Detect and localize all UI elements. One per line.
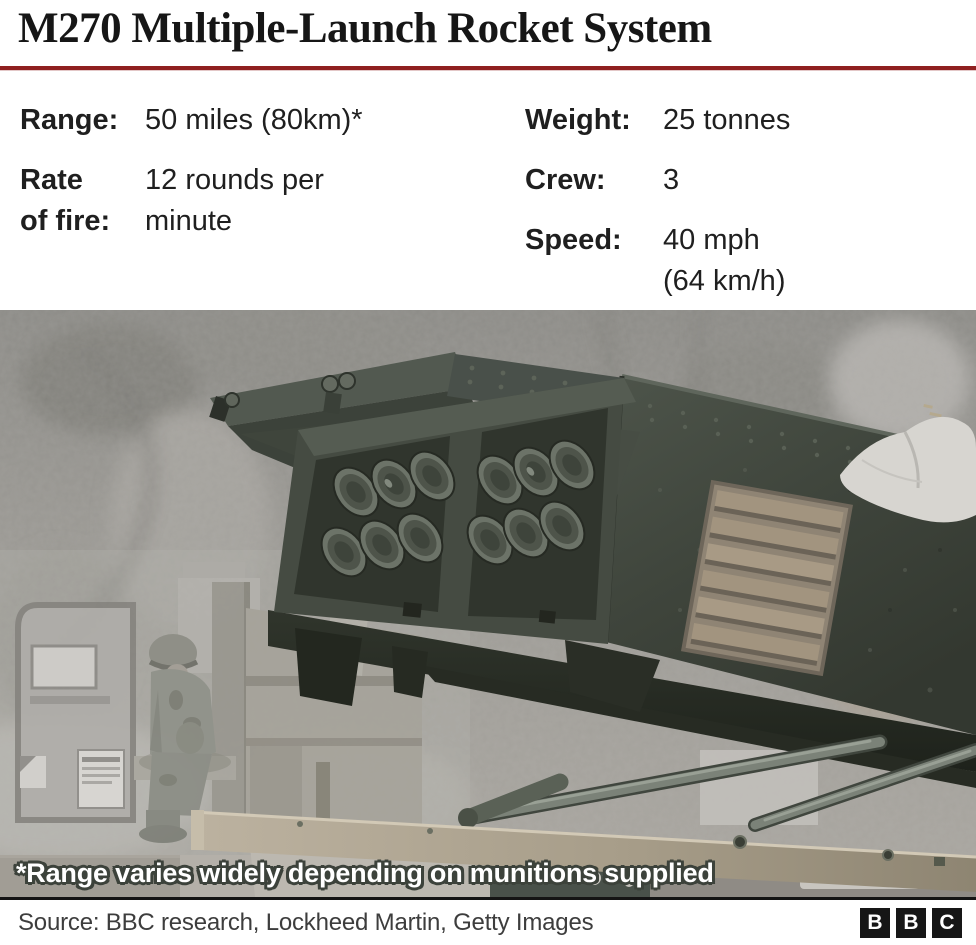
stat-rate-of-fire-label: Rate of fire: (20, 164, 111, 237)
stats-column-right (525, 100, 965, 321)
stat-rate-of-fire-value: 12 rounds per minute (145, 164, 324, 237)
stat-crew-value: 3 (663, 164, 680, 196)
truck-door (18, 605, 133, 820)
stat-range-label: Range: (20, 104, 119, 136)
stat-weight (525, 100, 965, 141)
stat-range (20, 100, 525, 141)
page-title: M270 Multiple-Launch Rocket System (18, 5, 712, 52)
stat-rate-of-fire (20, 160, 525, 242)
title-divider (0, 66, 976, 70)
photo-mlrs (0, 310, 976, 897)
stat-weight-value: 25 tonnes (663, 104, 791, 136)
stats-column-left (20, 100, 525, 321)
stat-range-value: 50 miles (80km)* (145, 104, 363, 136)
stat-crew-label: Crew: (525, 164, 606, 196)
bbc-logo-block: C (932, 908, 962, 938)
stat-speed (525, 220, 965, 302)
rocket-pod-right-panel (468, 408, 608, 620)
stat-speed-value: 40 mph (64 km/h) (663, 224, 786, 297)
stat-speed-label: Speed: (525, 224, 622, 256)
stat-crew (525, 160, 965, 201)
bbc-logo (860, 908, 962, 938)
footer-bar (0, 897, 976, 945)
stats-panel (20, 100, 970, 321)
source-text: Source: BBC research, Lockheed Martin, Getty Images (18, 908, 594, 936)
stat-weight-label: Weight: (525, 104, 631, 136)
bbc-logo-block: B (896, 908, 926, 938)
door-window (32, 646, 96, 688)
bbc-logo-block: B (860, 908, 890, 938)
vent-louver-panel (683, 482, 850, 674)
photo-caption: *Range varies widely depending on munitions supplied (16, 858, 714, 888)
